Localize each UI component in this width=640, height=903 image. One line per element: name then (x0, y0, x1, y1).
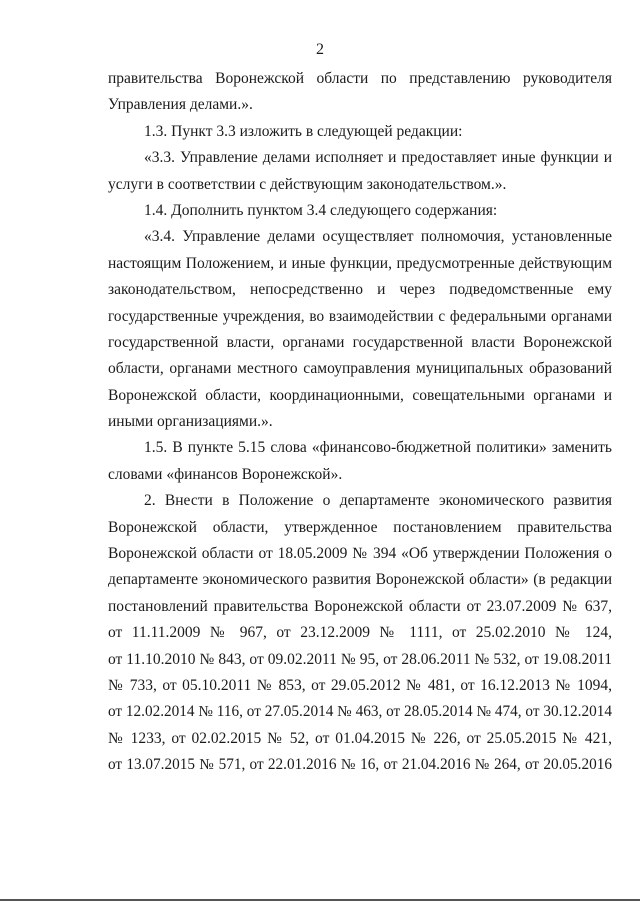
text-line: Воронежской области от 18.05.2009 № 394 «Об утверждении Положения о (108, 545, 612, 563)
text-line: иными организациями.». (108, 413, 273, 431)
text-line: настоящим Положением, и иные функции, предусмотренные действующим (108, 254, 612, 272)
text-line: от 12.02.2014 № 116, от 27.05.2014 № 463, от 28.05.2014 № 474, от 30.12.2014 (108, 703, 612, 721)
text-line: законодательством, непосредственно и через подведомственные ему (108, 281, 612, 299)
scan-edge-divider (0, 899, 640, 901)
text-line: государственной власти, органами государственной власти Воронежской (108, 333, 612, 351)
text-line: государственные учреждения, во взаимодействии с федеральными органами (108, 307, 612, 325)
text-line: словами «финансов Воронежской». (108, 465, 343, 483)
text-line: 1.4. Дополнить пунктом 3.4 следующего содержания: (144, 201, 498, 219)
text-line: области, органами местного самоуправления муниципальных образований (108, 360, 612, 378)
text-line: № 1233, от 02.02.2015 № 52, от 01.04.2015 № 226, от 25.05.2015 № 421, (108, 729, 612, 747)
text-line: Воронежской области, утвержденное постановлением правительства (108, 518, 612, 536)
text-line: 1.3. Пункт 3.3 изложить в следующей редакции: (144, 122, 463, 140)
text-line: от 13.07.2015 № 571, от 22.01.2016 № 16, от 21.04.2016 № 264, от 20.05.2016 (108, 756, 612, 774)
text-line: от 11.10.2010 № 843, от 09.02.2011 № 95, от 28.06.2011 № 532, от 19.08.2011 (108, 650, 612, 668)
page-number: 2 (316, 41, 324, 58)
text-line: услуги в соответствии с действующим законодательством.». (108, 175, 507, 193)
text-line: правительства Воронежской области по представлению руководителя (108, 70, 612, 87)
text-line: «3.3. Управление делами исполняет и предоставляет иные функции и (144, 149, 612, 167)
text-line: 1.5. В пункте 5.15 слова «финансово-бюджетной политики» заменить (144, 439, 612, 457)
document-body (108, 66, 612, 779)
text-line: Воронежской области, координационными, совещательными органами и (108, 386, 612, 404)
text-line: постановлений правительства Воронежской области от 23.07.2009 № 637, (108, 597, 612, 615)
text-line: Управления делами.». (108, 96, 253, 114)
text-line: № 733, от 05.10.2011 № 853, от 29.05.2012 № 481, от 16.12.2013 № 1094, (108, 676, 612, 694)
text-line: от 11.11.2009 № 967, от 23.12.2009 № 1111, от 25.02.2010 № 124, (108, 624, 612, 642)
text-line: «3.4. Управление делами осуществляет полномочия, установленные (144, 228, 612, 246)
text-line: 2. Внести в Положение о департаменте экономического развития (144, 492, 612, 510)
text-line: департаменте экономического развития Воронежской области» (в редакции (108, 571, 612, 589)
